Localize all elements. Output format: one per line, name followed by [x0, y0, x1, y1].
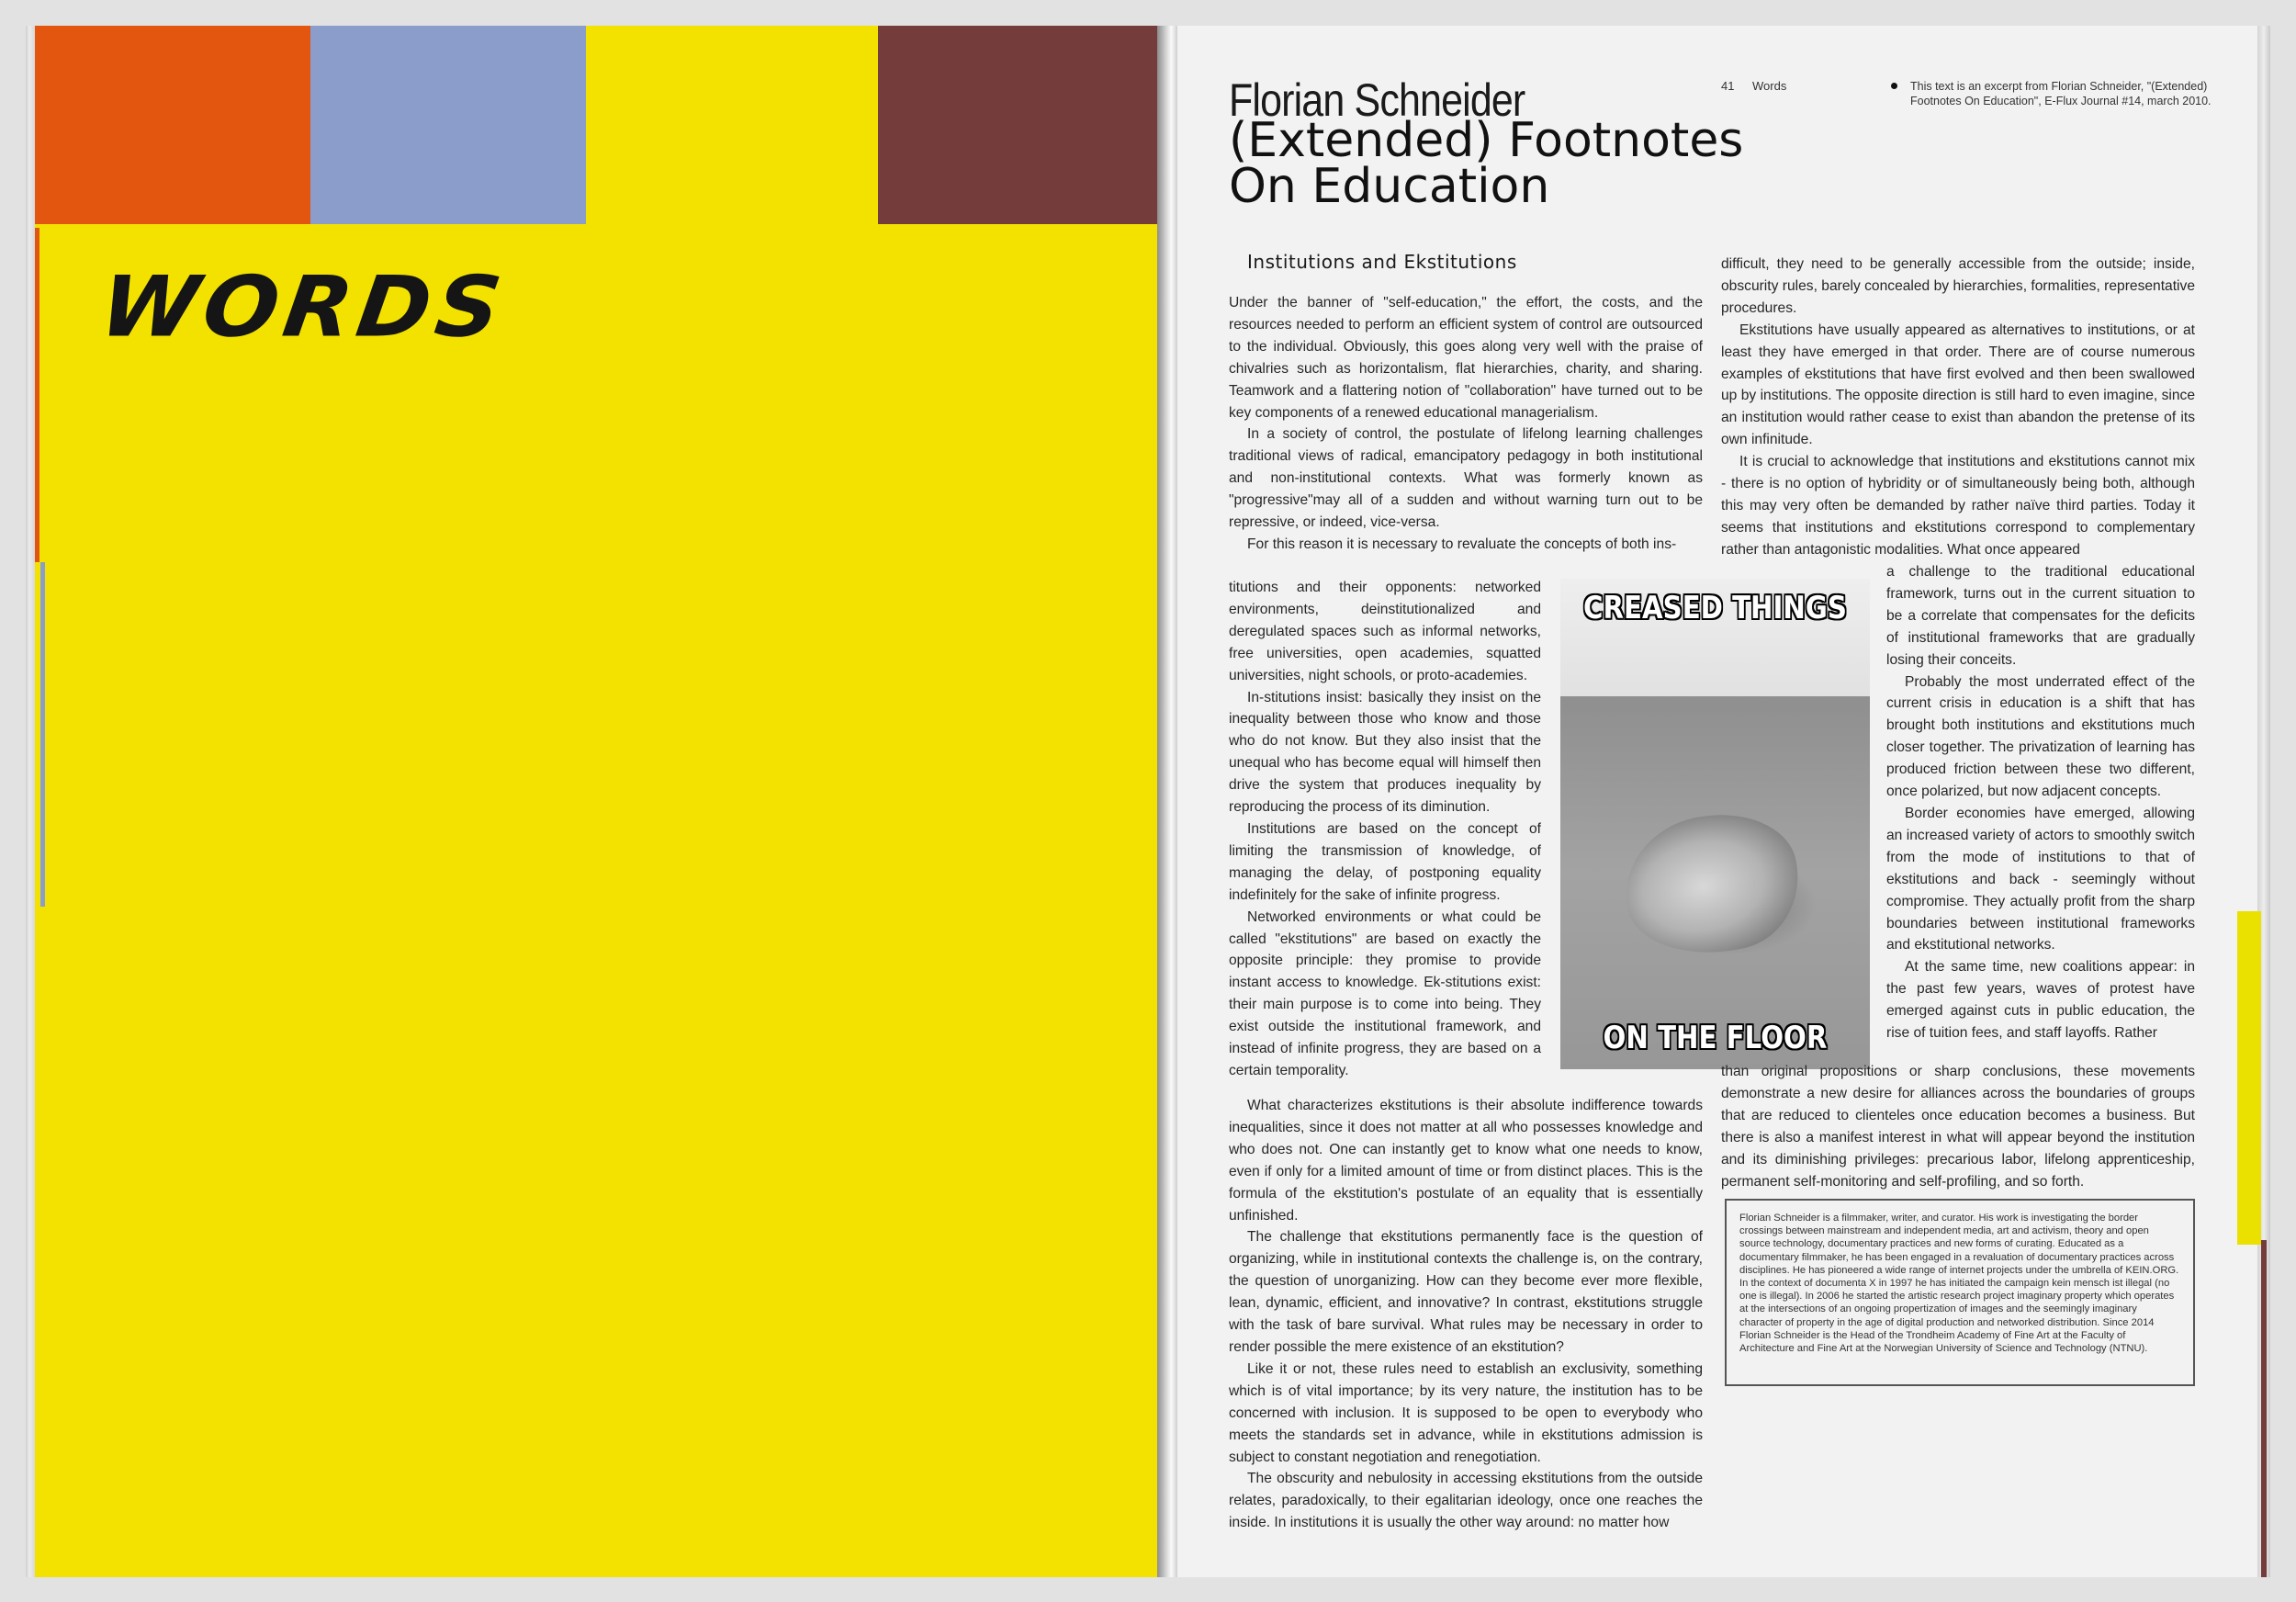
section-title: WORDS	[94, 257, 512, 356]
meme-bottom-caption: ON THE FLOOR	[1603, 1020, 1828, 1056]
orange-color-block	[35, 26, 310, 224]
page-edge-tab-blue	[40, 562, 45, 907]
paragraph: Under the banner of "self-education," the effort, the costs, and the resources needed to perform an efficient system of control are outsourced to the individual. Obviously, this goes along very well with the praise of chivalries such as horizontalism, flat hierarchies, charity, and sharing. Teamwork and a flattering notion of "collaboration" have turned out to be key components of a renewed educational managerialism.	[1229, 295, 1703, 421]
left-page-edge	[26, 26, 35, 1577]
author-bio: Florian Schneider is a filmmaker, writer, and curator. His work is investigating the border crossings between mainstream and independent media, art and activism, theory and open source technology, documentary practices and new forms of curating. Educated as a documentary filmmaker, he has been engaged in a revaluation of documentary practices across disciplines. He has pioneered a wide range of internet projects under the umbrella of KEIN.ORG. In the context of documenta X in 1997 he has initiated the campaign kein mensch ist illegal (no one is illegal). In 2006 he started the artistic research project imaginary property which operates at the intersections of an ongoing propertization of images and the seemingly imaginary character of property in the age of digital production and networked distribution. Since 2014 Florian Schneider is the Head of the Trondheim Academy of Fine Art at the Faculty of Architecture and Fine Art at the Norwegian University of Science and Technology (NTNU).	[1739, 1213, 2179, 1355]
author-bio-box	[1725, 1199, 2195, 1386]
section-subheading: Institutions and Ekstitutions	[1247, 251, 1517, 273]
meme-top-caption: CREASED THINGS	[1583, 590, 1847, 626]
paragraph: than original propositions or sharp conclusions, these movements demonstrate a new desire for alliances across the boundaries of groups that are reduced to clienteles once education becomes a business. But there is also a manifest interest in what will appear beyond the institution and its diminishing privileges: precarious labor, lifelong apprenticeship, permanent self-monitoring and self-profiling, and so forth.	[1721, 1064, 2195, 1190]
paragraph: titutions and their opponents: networked environments, deinstitutionalized and deregulated spaces such as informal networks, free universities, open academies, squatted universities, night schools, or proto-academies.	[1229, 580, 1541, 683]
running-section-label: Words	[1752, 79, 1787, 93]
paragraph: At the same time, new coalitions appear: in the past few years, waves of protest have emerged against cuts in public education, the rise of tuition fees, and staff layoffs. Rather	[1886, 959, 2195, 1042]
column-2-wrap	[1886, 561, 2195, 1044]
meme-image	[1560, 579, 1870, 1069]
article-title	[1229, 113, 1872, 214]
source-footnote: This text is an excerpt from Florian Schneider, "(Extended) Footnotes On Education", E-Flux Journal #14, march 2010.	[1910, 80, 2212, 107]
left-page	[35, 26, 1157, 1577]
column-2-bottom	[1721, 1061, 2195, 1192]
paragraph: What characterizes ekstitutions is their absolute indifference towards inequalities, since it does not matter at all who possesses knowledge and who does not. One can instantly get to know what one needs to know, even if only for a limited amount of time or from distinct places. This is the formula of the ekstitution's postulate of an equality that is essentially unfinished.	[1229, 1098, 1703, 1224]
author-name: Florian Schneider	[1229, 74, 1525, 126]
brown-color-block	[878, 26, 1157, 224]
paragraph: difficult, they need to be generally accessible from the outside; inside, obscurity rules, barely concealed by hierarchies, formalities, representative procedures.	[1721, 256, 2195, 316]
paragraph: a challenge to the traditional educational framework, turns out in the current situation to be a correlate that compensates for the deficits of institutional frameworks that are gradually losing their conceits.	[1886, 564, 2195, 668]
article-title-line-1: (Extended) Footnotes	[1229, 113, 1744, 168]
blue-color-block	[310, 26, 586, 224]
yellow-color-block	[586, 26, 861, 224]
paragraph: Probably the most underrated effect of the current crisis in education is a shift that has brought both institutions and ekstitutions much closer together. The privatization of learning has produced friction between these two different, once polarized, but now adjacent concepts.	[1886, 673, 2195, 800]
paragraph: In-stitutions insist: basically they insist on the inequality between those who know and those who do not know. But they also insist that the unequal who has become equal will himself then drive the system that produces inequality by reproducing the process of its diminution.	[1229, 689, 1541, 816]
paragraph: Like it or not, these rules need to establish an exclusivity, something which is of vital importance; by its very nature, the institution has to be concerned with inclusion. It is supposed to be open to everybody who meets the standards set in advance, while in ekstitutions admission is subject to constant negotiation and renegotiation.	[1229, 1360, 1703, 1465]
paragraph: For this reason it is necessary to revaluate the concepts of both ins-	[1247, 536, 1677, 552]
page-edge-tab-yellow	[2237, 911, 2261, 1245]
column-2-top	[1721, 254, 2195, 561]
paragraph: Networked environments or what could be called "ekstitutions" are based on exactly the opposite principle: they promise to provide instant access to knowledge. Ek-stitutions exist: their main purpose is to come into being. They exist outside the institutional framework, and instead of infinite progress, they are based on a certain temporality.	[1229, 908, 1541, 1078]
page-edge-tab-brown	[2261, 1240, 2267, 1577]
page-number: 41	[1721, 79, 1735, 93]
column-1-bottom	[1229, 1095, 1703, 1534]
page-edge-tab-red	[35, 228, 39, 562]
column-1-wrap	[1229, 577, 1541, 1082]
article-title-line-2: On Education	[1229, 159, 1550, 214]
right-page	[1177, 26, 2257, 1577]
paragraph: Ekstitutions have usually appeared as alternatives to institutions, or at least they have emerged in that order. There are of course numerous examples of ekstitutions that have first evolved and then been swallowed up by institutions. The opposite direction is still hard to even imagine, since an institution would rather cease to exist than abandon the pretense of its own infinitude.	[1721, 322, 2195, 448]
paragraph: The challenge that ekstitutions permanently face is the question of organizing, while in institutional contexts the challenge is, on the contrary, the question of unorganizing. How can they become ever more flexible, lean, dynamic, efficient, and innovative? In contrast, ekstitutions struggle with the task of bare survival. What rules may be necessary in order to render possible the mere existence of an ekstitution?	[1229, 1229, 1703, 1355]
paragraph: The obscurity and nebulosity in accessing ekstitutions from the outside relates, paradoxically, to their egalitarian ideology, once one reaches the inside. In institutions it is usually the other way around: no matter how	[1229, 1471, 1703, 1531]
paragraph: Institutions are based on the concept of limiting the transmission of knowledge, of managing the delay, of postponing equality indefinitely for the sake of infinite progress.	[1229, 820, 1541, 903]
book-spine	[1157, 26, 1177, 1577]
paragraph: In a society of control, the postulate of lifelong learning challenges traditional views of radical, emancipatory pedagogy in both institutional and non-institutional contexts. What was formerly known as "progressive"may all of a sudden and without warning turn out to be repressive, or indeed, vice-versa.	[1229, 426, 1703, 531]
paragraph: It is crucial to acknowledge that institutions and ekstitutions cannot mix - there is no option of hybridity or of simultaneously being both, although this may very often be demanded by rather naïve third parties. Today it seems that institutions and ekstitutions correspond to complementary rather than antagonistic modalities. What once appeared	[1721, 454, 2195, 558]
footnote-bullet-icon	[1891, 83, 1897, 89]
paragraph: Border economies have emerged, allowing an increased variety of actors to smoothly switch from the mode of institutions to that of ekstitutions and back - seemingly without compromise. They actually profit from the sharp boundaries between institutional frameworks and ekstitutional networks.	[1886, 805, 2195, 953]
column-1-top	[1229, 292, 1703, 556]
